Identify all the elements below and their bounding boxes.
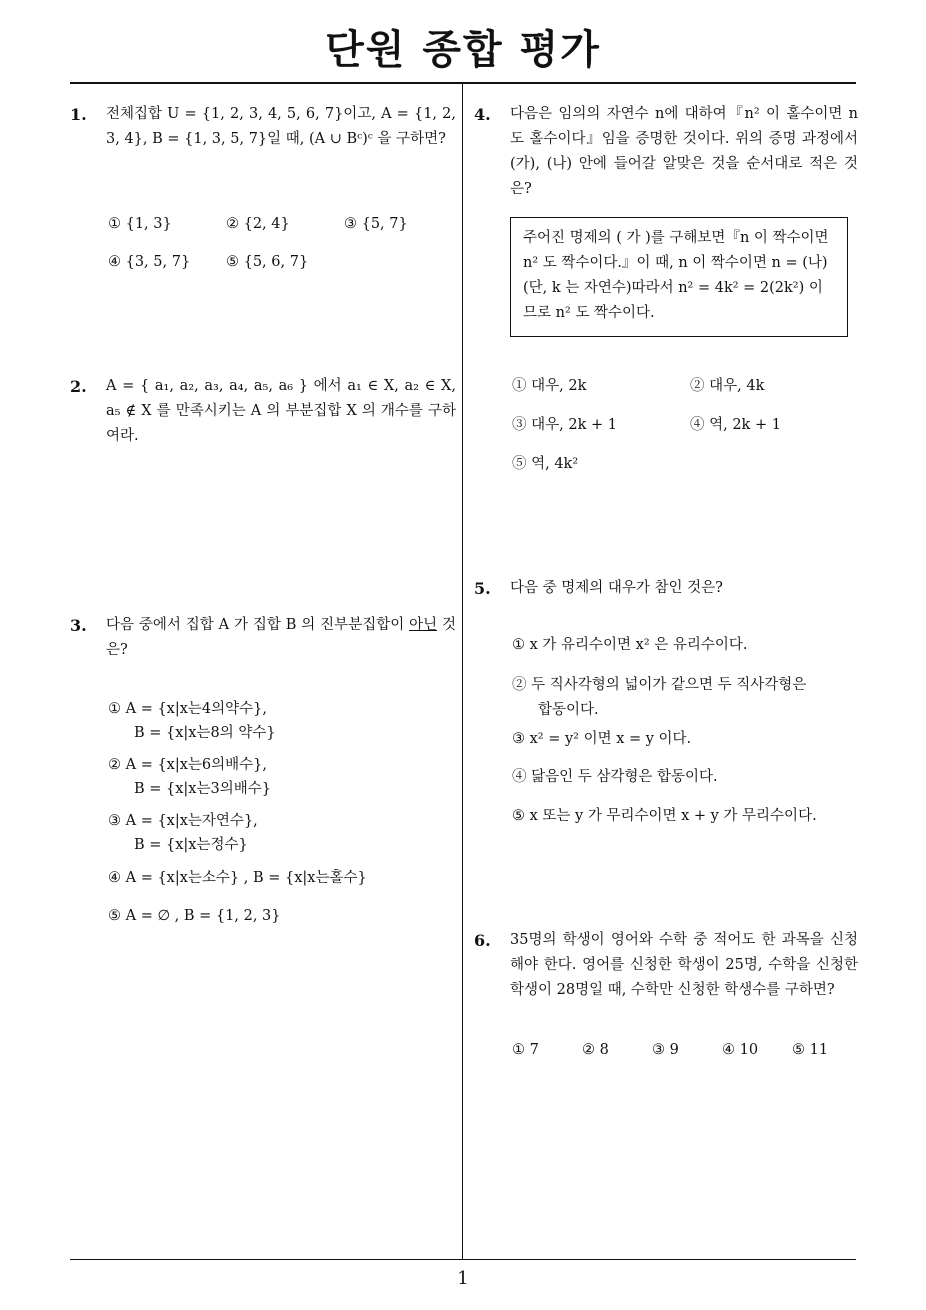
option-3[interactable]: ③ 9 xyxy=(652,1042,679,1058)
option-3[interactable]: ③ {5, 7} xyxy=(344,216,408,232)
question-number: 2. xyxy=(70,377,87,396)
question-text: A = { a₁, a₂, a₃, a₄, a₅, a₆ } 에서 a₁ ∈ X, a₂ ∈ X, a₅ ∉ X 를 만족시키는 A 의 부분집합 X 의 개수를 구하여라. xyxy=(106,378,456,444)
option-1-continued: B = {x|x는8의 약수} xyxy=(134,725,276,741)
option-4[interactable]: ④ A = {x|x는소수} , B = {x|x는홀수} xyxy=(108,870,367,886)
option-1[interactable]: ① 7 xyxy=(512,1042,539,1058)
option-5[interactable]: ⑤ 역, 4k² xyxy=(512,456,579,472)
question-number: 5. xyxy=(474,579,491,598)
question-number: 1. xyxy=(70,105,87,124)
question-5 xyxy=(474,576,858,601)
option-4[interactable]: ④ 닮음인 두 삼각형은 합동이다. xyxy=(512,769,718,785)
option-1[interactable]: ① x 가 유리수이면 x² 은 유리수이다. xyxy=(512,637,748,653)
question-text: 다음은 임의의 자연수 n에 대하여『n² 이 홀수이면 n 도 홀수이다』임을 증명한 것이다. 위의 증명 과정에서 (가), (나) 안에 들어갈 알맞은 것을 순서대로 적은 것은? xyxy=(510,106,858,197)
option-3[interactable]: ③ A = {x|x는자연수}, xyxy=(108,813,258,829)
question-text: 다음 중 명제의 대우가 참인 것은? xyxy=(510,580,723,596)
question-number: 6. xyxy=(474,931,491,950)
option-4[interactable]: ④ 역, 2k + 1 xyxy=(690,417,781,433)
option-2[interactable]: ② {2, 4} xyxy=(226,216,290,232)
option-2[interactable]: ② 두 직사각형의 넓이가 같으면 두 직사각형은 xyxy=(512,677,807,693)
question-6 xyxy=(474,928,858,1003)
option-1[interactable]: ① 대우, 2k xyxy=(512,378,587,394)
option-2-continued: 합동이다. xyxy=(538,702,599,718)
question-text: 전체집합 U = {1, 2, 3, 4, 5, 6, 7}이고, A = {1, 2, 3, 4}, B = {1, 3, 5, 7}일 때, (A ∪ Bᶜ)ᶜ 을 구하면? xyxy=(106,106,456,147)
footer-rule xyxy=(70,1259,856,1260)
option-4[interactable]: ④ 10 xyxy=(722,1042,759,1058)
question-text: 35명의 학생이 영어와 수학 중 적어도 한 과목을 신청해야 한다. 영어를 신청한 학생이 25명, 수학을 신청한 학생이 28명일 때, 수학만 신청한 학생수를 구하면? xyxy=(510,932,858,998)
page-number: 1 xyxy=(457,1268,469,1289)
option-5[interactable]: ⑤ 11 xyxy=(792,1042,829,1058)
option-2[interactable]: ② 8 xyxy=(582,1042,609,1058)
column-divider xyxy=(462,84,463,1260)
question-3 xyxy=(70,613,456,663)
underlined-word: 아닌 xyxy=(409,617,438,633)
option-3-continued: B = {x|x는정수} xyxy=(134,837,248,853)
header-rule xyxy=(70,82,856,84)
question-number: 3. xyxy=(70,616,87,635)
question-4 xyxy=(474,102,858,202)
question-text-end: 것은? xyxy=(106,617,456,658)
option-5[interactable]: ⑤ A = ∅ , B = {1, 2, 3} xyxy=(108,908,281,924)
question-number: 4. xyxy=(474,105,491,124)
option-1[interactable]: ① {1, 3} xyxy=(108,216,172,232)
proof-box: 주어진 명제의 ( 가 )를 구해보면『n 이 짝수이면 n² 도 짝수이다.』이 때, n 이 짝수이면 n = (나) (단, k 는 자연수)따라서 n² = 4k² = 2(2k²) 이므로 n² 도 짝수이다. xyxy=(510,217,848,337)
page-title: 단원 종합 평가 xyxy=(325,27,601,73)
question-text xyxy=(106,613,456,663)
option-3[interactable]: ③ 대우, 2k + 1 xyxy=(512,417,617,433)
option-4[interactable]: ④ {3, 5, 7} xyxy=(108,254,191,270)
option-5[interactable]: ⑤ {5, 6, 7} xyxy=(226,254,309,270)
question-1 xyxy=(70,102,456,152)
question-2 xyxy=(70,374,456,449)
option-3[interactable]: ③ x² = y² 이면 x = y 이다. xyxy=(512,731,692,747)
option-2[interactable]: ② 대우, 4k xyxy=(690,378,765,394)
option-5[interactable]: ⑤ x 또는 y 가 무리수이면 x + y 가 무리수이다. xyxy=(512,808,817,824)
option-2[interactable]: ② A = {x|x는6의배수}, xyxy=(108,757,268,773)
option-1[interactable]: ① A = {x|x는4의약수}, xyxy=(108,701,268,717)
option-2-continued: B = {x|x는3의배수} xyxy=(134,781,271,797)
question-text-main: 다음 중에서 집합 A 가 집합 B 의 진부분집합이 xyxy=(106,617,410,633)
